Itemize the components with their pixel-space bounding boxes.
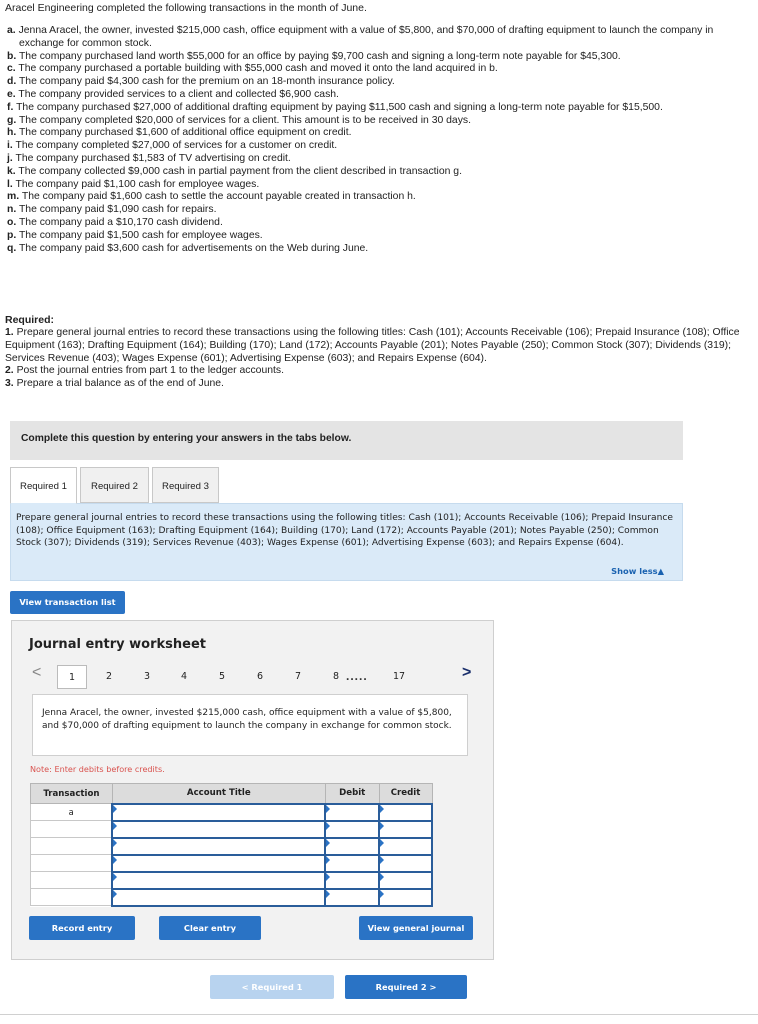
page-4[interactable]: 4	[181, 671, 188, 682]
debits-note: Note: Enter debits before credits.	[30, 764, 165, 774]
account-title-select[interactable]	[112, 872, 325, 889]
transaction-cell	[31, 889, 113, 906]
credit-input[interactable]	[379, 855, 432, 872]
list-item: n. The company paid $1,090 cash for repairs.	[7, 204, 217, 216]
list-item: q. The company paid $3,600 cash for advertisements on the Web during June.	[7, 242, 369, 254]
list-item: 3. Prepare a trial balance as of the end of June.	[5, 378, 224, 390]
debit-input[interactable]	[325, 889, 379, 906]
list-item: c. The company purchased a portable building with $55,000 cash and moved it onto the land acquired in b.	[7, 63, 498, 75]
record-entry-button[interactable]: Record entry	[29, 916, 135, 940]
page-8[interactable]: 8	[333, 671, 340, 682]
show-less-link[interactable]: Show less▲	[611, 566, 664, 576]
page-3[interactable]: 3	[144, 671, 151, 682]
tab-panel	[10, 503, 683, 581]
page-2[interactable]: 2	[106, 671, 113, 682]
account-title-select[interactable]	[112, 838, 325, 855]
tab-required-1[interactable]: Required 1	[10, 467, 77, 504]
page-1[interactable]: 1	[57, 665, 87, 689]
required-list	[5, 327, 750, 391]
worksheet-pager	[54, 665, 414, 689]
table-row	[31, 804, 433, 821]
table-row	[31, 889, 433, 906]
col-header-account-title: Account Title	[112, 784, 325, 804]
clear-entry-button[interactable]: Clear entry	[159, 916, 261, 940]
list-item: p. The company paid $1,500 cash for employee wages.	[7, 229, 263, 241]
debit-input[interactable]	[325, 838, 379, 855]
chevron-left-icon[interactable]: <	[32, 664, 42, 681]
debit-input[interactable]	[325, 872, 379, 889]
list-item: o. The company paid a $10,170 cash dividend.	[7, 216, 223, 228]
credit-input[interactable]	[379, 889, 432, 906]
page-6[interactable]: 6	[257, 671, 264, 682]
list-item: d. The company paid $4,300 cash for the premium on an 18-month insurance policy.	[7, 76, 395, 88]
account-title-select[interactable]	[112, 804, 325, 821]
transaction-cell: a	[31, 804, 113, 821]
bottom-divider	[0, 1014, 758, 1015]
transaction-description: Jenna Aracel, the owner, invested $215,000 cash, office equipment with a value of $5,800, and $70,000 of drafting equipment to launch the company in exchange for common stock.	[32, 694, 468, 756]
list-item: b. The company purchased land worth $55,000 for an office by paying $9,700 cash and signing a long-term note payable for $45,300.	[7, 50, 621, 62]
page-17[interactable]: 17	[393, 671, 406, 682]
transaction-cell	[31, 855, 113, 872]
journal-entry-table	[30, 783, 433, 907]
list-item: g. The company completed $20,000 of services for a client. This amount is to be received in 30 days.	[7, 114, 471, 126]
account-title-select[interactable]	[112, 889, 325, 906]
debit-input[interactable]	[325, 804, 379, 821]
view-transaction-list-button[interactable]: View transaction list	[10, 591, 125, 614]
list-item: i. The company completed $27,000 of services for a customer on credit.	[7, 140, 338, 152]
list-item: k. The company collected $9,000 cash in partial payment from the client described in transaction g.	[7, 165, 462, 177]
page-title: Aracel Engineering completed the following transactions in the month of June.	[5, 2, 367, 14]
next-required-2-button[interactable]: Required 2 >	[345, 975, 467, 999]
transaction-cell	[31, 838, 113, 855]
table-row	[31, 872, 433, 889]
page-5[interactable]: 5	[219, 671, 226, 682]
debit-input[interactable]	[325, 855, 379, 872]
col-header-debit: Debit	[325, 784, 379, 804]
credit-input[interactable]	[379, 821, 432, 838]
list-item: j. The company purchased $1,583 of TV advertising on credit.	[7, 152, 291, 164]
required-heading: Required:	[5, 314, 55, 326]
col-header-transaction: Transaction	[31, 784, 113, 804]
table-row	[31, 855, 433, 872]
list-item: l. The company paid $1,100 cash for employee wages.	[7, 178, 260, 190]
account-title-select[interactable]	[112, 821, 325, 838]
account-title-select[interactable]	[112, 855, 325, 872]
list-item: h. The company purchased $1,600 of additional office equipment on credit.	[7, 127, 352, 139]
credit-input[interactable]	[379, 804, 432, 821]
credit-input[interactable]	[379, 838, 432, 855]
list-item: f. The company purchased $27,000 of additional drafting equipment by paying $11,500 cash and signing a long-term note payable for $15,500.	[7, 101, 663, 113]
list-item: a. Jenna Aracel, the owner, invested $215,000 cash, office equipment with a value of $5,800, and $70,000 of drafting equipment to launch the company in exchange for common stock.	[7, 25, 714, 49]
worksheet-title: Journal entry worksheet	[29, 637, 206, 652]
instruction-banner: Complete this question by entering your answers in the tabs below.	[10, 421, 683, 460]
transaction-cell	[31, 872, 113, 889]
prev-required-1-button[interactable]: < Required 1	[210, 975, 334, 999]
transaction-list	[7, 25, 752, 255]
chevron-right-icon[interactable]: >	[462, 664, 472, 681]
list-item: 2. Post the journal entries from part 1 to the ledger accounts.	[5, 365, 284, 377]
page-ellipsis: .....	[346, 669, 368, 683]
table-row	[31, 821, 433, 838]
journal-entry-worksheet	[11, 620, 494, 960]
transaction-cell	[31, 821, 113, 838]
debit-input[interactable]	[325, 821, 379, 838]
col-header-credit: Credit	[379, 784, 432, 804]
tab-required-2[interactable]: Required 2	[80, 467, 149, 503]
table-row	[31, 838, 433, 855]
tab-required-3[interactable]: Required 3	[152, 467, 219, 503]
list-item: 1. Prepare general journal entries to record these transactions using the following titles: Cash (101); Accounts Receivable (106); Prepaid Insurance (108); Office Equipment (163); Drafting Equipment (164); Building (170); Land (172); Accounts Payable (201); Notes Payable (250); Common Stock (307); Dividends (319); Services Revenue (403); Wages Expense (601); Advertising Expense (603); and Repairs Expense (604).	[5, 327, 740, 364]
list-item: e. The company provided services to a client and collected $6,900 cash.	[7, 88, 339, 100]
list-item: m. The company paid $1,600 cash to settle the account payable created in transaction h.	[7, 191, 416, 203]
credit-input[interactable]	[379, 872, 432, 889]
view-general-journal-button[interactable]: View general journal	[359, 916, 473, 940]
tab-panel-text: Prepare general journal entries to record these transactions using the following titles: Cash (101); Accounts Receivable (106); Prepaid Insurance (108); Office Equipment (163); Drafting Equipment (164); Building (170); Land (172); Accounts Payable (201); Notes Payable (250); Common Stock (307); Dividends (319); Services Revenue (403); Wages Expense (601); Advertising Expense (603); and Repairs Expense (604).	[16, 513, 673, 548]
page-7[interactable]: 7	[295, 671, 302, 682]
